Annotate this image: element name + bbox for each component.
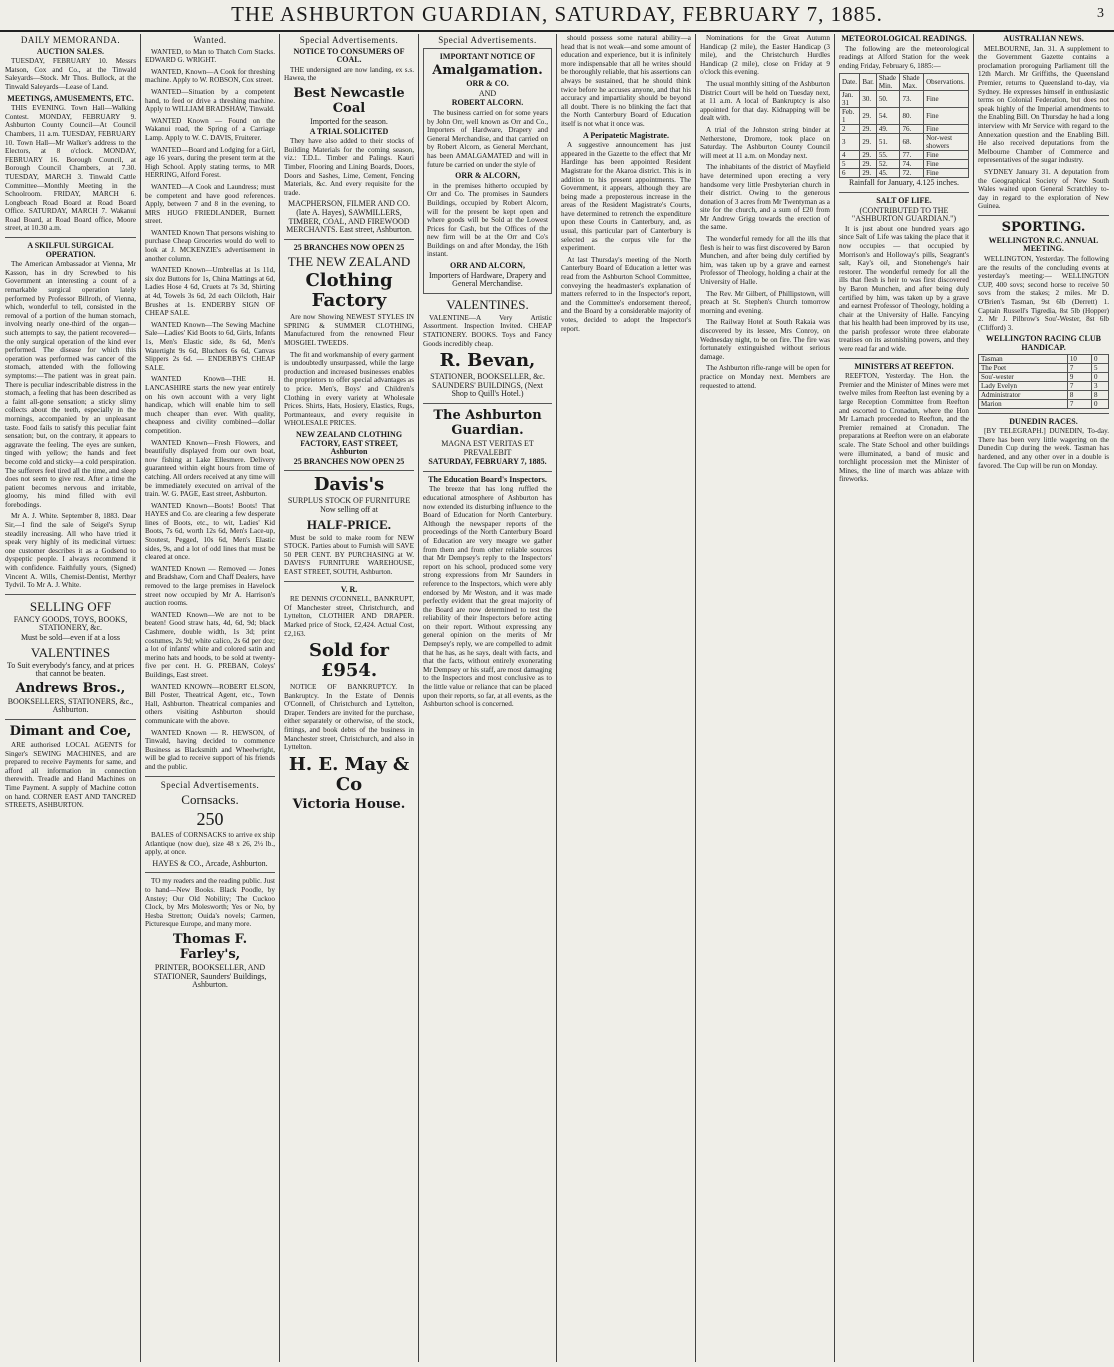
table-cell: Nor-west showers xyxy=(924,134,969,151)
paragraph: RE DENNIS O'CONNELL, BANKRUPT, Of Manchester street, Christchurch, and Lyttelton, CLOTHIER AND DRAPER. Marked price of Stock, £2,424. Actual Cost, £2,163. xyxy=(284,595,414,638)
paragraph: The following are the meteorological readings at Alford Station for the week ending Friday, February 6, 1885:— xyxy=(839,44,969,70)
table-cell: 5 xyxy=(840,160,860,169)
table-cell: 54. xyxy=(876,108,900,125)
table-cell: 45. xyxy=(876,169,900,178)
table-cell: Fine xyxy=(924,169,969,178)
table-cell: 68. xyxy=(900,134,924,151)
paragraph: The Railway Hotel at South Rakaia was discovered by its lessee, Mrs Conroy, on Wednesday night, to be on fire. The fire was fortunately extinguished without serious damage. xyxy=(700,318,830,361)
divider xyxy=(5,594,136,595)
wanted-ad: WANTED Known—Boots! Boots! That HAYES and Co. are clearing a few desperate lines of Boots, etc., to wit, Ladies' Kid Boots, 7s 6d, worth 12s 6d, Men's Lace-up, Stoutest, Pegged, 10s 6d, Men's Elastic sides, 9s, and a lot of odd lines that must be cleared at once. xyxy=(145,501,275,562)
divider xyxy=(5,719,136,720)
article-title: DUNEDIN RACES. xyxy=(1009,416,1078,426)
table-cell: 3 xyxy=(840,134,860,151)
wanted-ad: WANTED Known That persons wishing to purchase Cheap Groceries would do well to look at J. MCKENZIE's advertisement in another column. xyxy=(145,228,275,263)
section-heading: Special Advertisements. xyxy=(160,779,260,790)
section-heading: Special Advertisements. xyxy=(299,35,399,45)
divider xyxy=(145,872,275,873)
paragraph: should possess some natural ability—a head that is not weak—and some amount of education and experience, but it is infinitely more indispensable that all he writes should be thoroughly reliable, that his assertions can always be sustained, that he should think twice before he accuses anyone, and that his accuracy and impartiality should be beyond all doubt. There is no blinking the fact that the North Canterbury Board of Education itself is not what it once was. xyxy=(561,34,691,128)
ad-headline: H. E. May & Co xyxy=(288,753,410,795)
table-row xyxy=(840,108,969,125)
ad-headline: HALF-PRICE. xyxy=(306,516,392,532)
masthead xyxy=(0,0,1114,32)
table-header-cell: Observations. xyxy=(924,74,969,91)
ad-subline: Imported for the season. xyxy=(310,116,388,126)
ad-headline: IMPORTANT NOTICE OF xyxy=(439,51,536,61)
ad-subline: BOOKSELLERS, STATIONERS, &c., Ashburton. xyxy=(7,696,134,715)
paragraph: NOTICE OF BANKRUPTCY. In Bankruptcy. In the Estate of Dennis O'Connell, of Christchurch and Lyttelton, Draper. Tenders are invited for the purchase, either separately or otherwise, of the stock, fittings, and book debts of the business in Manchester street, Christchurch, and also in Lyttelton. xyxy=(284,683,414,752)
divider xyxy=(145,776,275,777)
ad-headline: Dimant and Coe, xyxy=(9,723,132,739)
paragraph: The Ashburton rifle-range will be open for practice on Monday next. Members are requested to attend. xyxy=(700,364,830,390)
paragraph: They have also added to their stocks of Building Materials for the coming season, viz.: T.D.L. Timber and Palings. Kauri Timber, Flooring and Lining Boards, Doors, Doors and Sashes, Lime, Cement, Fencing Materials, &c. And every requisite for the trade. xyxy=(284,137,414,197)
table-cell: 50. xyxy=(876,91,900,108)
paragraph: The breeze that has long ruffled the educational atmosphere of Ashburton has now extended its disturbing influence to the Board of Education for North Canterbury. Although the newspaper reports of the proceedings of the North Canterbury Board of Education are very meagre we gather from them and from other reliable sources that Mr Dempsey's reply to the Inspectors' report on his school, produced some very strong expressions from Mr Saunders in reference to the Inspectors, which were ably endorsed by Mr Weston, and it was made perfectly evident that the great majority of the Board are now determined to test the reliability of their Inspectors before acting on their report. Without expressing any general opinion on the merits of Mr Dempsey's reply, we are compelled to admit that he has, as he says, dealt with facts, and that the facts, without entirely exonerating Mr Dempsey or his staff, are most damaging to the Inspectors and most conclusive as to the little value or reliance that can be placed upon their reports, so far, at all events, as the Ashburton school is concerned. xyxy=(423,485,552,709)
divider xyxy=(423,403,552,404)
column-5 xyxy=(561,34,691,1364)
ad-subline: HAYES & CO., Arcade, Ashburton. xyxy=(152,858,268,868)
wanted-ad: WANTED Known — Found on the Wakanui road, the Spring of a Carriage Lamp. Apply to W. C. DAVIS, Fruiterer. xyxy=(145,116,275,142)
column-rule xyxy=(695,34,696,1362)
table-cell: Fine xyxy=(924,151,969,160)
table-header-cell: Bar. xyxy=(860,74,876,91)
table-cell: Tasman xyxy=(979,354,1068,363)
table-row xyxy=(979,354,1109,363)
paragraph: The inhabitants of the district of Mayfield have determined upon erecting a very handsome very little Presbyterian church in their district. Owing to the generous donation of 3 acres from Mr Twentyman as a site for the church, and a sum of £20 from Mr Andrew Grigg towards the erection of the same. xyxy=(700,163,830,232)
table-cell: 29. xyxy=(860,108,876,125)
subheading: MEETINGS, AMUSEMENTS, ETC. xyxy=(7,93,134,103)
ad-subline: FANCY GOODS, TOYS, BOOKS, STATIONERY, &c. xyxy=(13,614,128,633)
wanted-ad: WANTED KNOWN—ROBERT ELSON, Bill Poster, Theatrical Agent, etc., Town Hall, Ashburton. Theatrical companies and others visiting Ashburton should communicate with the above. xyxy=(145,682,275,725)
table-cell: 5 xyxy=(1091,363,1108,372)
article-title: WELLINGTON RACING CLUB HANDICAP. xyxy=(986,334,1101,352)
section-heading: Wanted. xyxy=(193,35,227,45)
table-cell: 76. xyxy=(900,125,924,134)
ad-headline: Victoria House. xyxy=(292,796,406,812)
table-cell: 7 xyxy=(1067,363,1091,372)
paragraph: The business carried on for some years by John Orr, well known as Orr and Co., Importers of Hardware, Drapery and General Merchandise, and that carried on by Robert Alcorn, as General Merchant, has been AMALGAMATED and will in future be carried on under the style of xyxy=(427,108,548,169)
ad-headline: Best Newcastle Coal xyxy=(293,85,405,116)
table-cell: 55. xyxy=(876,151,900,160)
wanted-ad: WANTED Known—Umbrellas at 1s 11d, six doz Buttons for 1s, China Mattings at 6d, Ladies Hose 4 6d, Cruets at 7s 3d, Shirting at 4d, Towels 3s 6d, 2d each Oilcloth, Hair Brushes at 1s. ENDERBY SIGN OF CHEAP SALE. xyxy=(145,266,275,318)
paragraph: It is just about one hundred years ago since Salt of Life was taking the place that it now occupies — that occupied by Morrison's and Holloway's pills, Seagrant's salt, Kay's oil, and Stonehenge's hair restorer. The wonderful remedy for all the ills that flesh is heir to was first discovered by Baron Munchen, and after being duly certified by him, was taken up by a grave and earnest Professor of Theology, holding a chair at the University of Halle. Fancying that his health had been improved by its use, the parish professor wrote three elaborate treatises on its astonishing powers, and they were read far and wide. xyxy=(839,224,969,354)
table-row xyxy=(979,399,1109,408)
paragraph: The fit and workmanship of every garment is undoubtedly unsurpassed, while the large production and increased businesses enables the proprietors to offer special advantages as to price. Men's, Boys' and Children's Clothing in every variety at Wholesale Prices. Shirts, Hats, Hosiery, Elastics, Rugs, Portmanteaux, and every requisite in WHOLESALE PRICES. xyxy=(284,350,414,428)
paragraph: A suggestive announcement has just appeared in the Gazette to the effect that Mr Hardinge has been appointed Resident Magistrate for the Akaroa district. This is in addition to his present appointments. The Government, it appears, although they are being made a preposterous increase in the areas of the Resident Magistrate's Courts, have determined to retrench the expenditure upon these Courts in Canterbury, and, as usual, this particular part of Canterbury is selected as the corpus vile for the experiment. xyxy=(561,141,691,253)
divider xyxy=(423,471,552,472)
table-cell: 7 xyxy=(1067,381,1091,390)
subheading: AUCTION SALES. xyxy=(36,46,105,56)
column-2 xyxy=(145,34,275,1364)
table-cell: 77. xyxy=(900,151,924,160)
wanted-ad: WANTED, to Man to Thatch Corn Stacks. EDWARD G. WRIGHT. xyxy=(145,47,275,65)
divider xyxy=(839,358,969,359)
ad-subline: Importers of Hardware, Drapery and General Merchandise. xyxy=(428,270,547,289)
ad-subline: SURPLUS STOCK OF FURNITURE Now selling off at xyxy=(287,496,411,514)
ad-headline: Cornsacks. xyxy=(181,792,239,808)
table-header-cell: Date. xyxy=(840,74,860,91)
ad-headline: Sold for £954. xyxy=(309,640,389,682)
table-cell: 51. xyxy=(876,134,900,151)
table-cell: 3 xyxy=(1091,381,1108,390)
table-cell: 7 xyxy=(1067,399,1091,408)
table-row xyxy=(979,381,1109,390)
wanted-ad: WANTED Known — Removed — Jones and Bradshaw, Corn and Chaff Dealers, have removed to the large premises in Havelock street now occupied by Mr A. Harrison's auction rooms. xyxy=(145,564,275,608)
table-cell: Sou'-wester xyxy=(979,372,1068,381)
table-cell: 29. xyxy=(860,134,876,151)
table-row xyxy=(840,134,969,151)
paragraph: Are now Showing NEWEST STYLES IN SPRING & SUMMER CLOTHING, Manufactured from the renowned Fleur MOSGIEL TWEEDS. xyxy=(284,313,414,348)
paragraph: VALENTINE—A Very Artistic Assortment. Inspection Invited. CHEAP STATIONERY. BOOKS. Toys and Fancy Goods incredibly cheap. xyxy=(423,313,552,348)
wanted-ad: WANTED—Situation by a competent hand, to feed or drive a threshing machine. Apply to WILLIAM BRADSHAW, Tinwald. xyxy=(145,87,275,114)
masthead-title: THE ASHBURTON GUARDIAN, SATURDAY, FEBRUARY 7, 1885. xyxy=(231,2,883,26)
page-number: 3 xyxy=(1097,6,1104,21)
ad-subline: AND xyxy=(478,88,497,98)
divider xyxy=(978,215,1109,216)
paragraph: MELBOURNE, Jan. 31. A supplement to the Government Gazette contains a proclamation proroguing Parliament till the 12th March. Mr Griffiths, the Queensland Premier, returns to Queensland to-day, via Sydney. He expresses himself in enthusiastic terms on Colonial Federation, but does not speak highly of the Imperial amendments to the Enabling Bill. On Thursday he had a long interview with Mr Service with regard to the Annexation question and the Enabling Bill. He also received deputations from the Melbourne Chamber of Commerce and representatives of the sugar industry. xyxy=(978,44,1109,165)
column-rule xyxy=(834,34,835,1362)
ad-subline: NEW ZEALAND CLOTHING FACTORY, EAST STREET, Ashburton xyxy=(295,430,403,457)
divider xyxy=(284,470,414,471)
paragraph: The wonderful remedy for all the ills that flesh is heir to was first discovered by Baron Munchen, and after being duly certified by him, was taken up by a grave and earnest Professor of Theology, holding a chair at the University of Halle. xyxy=(700,235,830,287)
table-row xyxy=(840,125,969,134)
column-8 xyxy=(978,34,1109,1364)
table-cell: Fine xyxy=(924,91,969,108)
ad-note: Must be sold—even if at a loss xyxy=(20,633,121,642)
wanted-ad: WANTED—Board and Lodging for a Girl, age 16 years, during the present term at the High School. Apply stating terms, to MR HERRING, Alford Forest. xyxy=(145,145,275,180)
handicap-table xyxy=(978,354,1109,409)
paragraph: Mr A. J. White. September 8, 1883. Dear Sir,—I find the sale of Seigel's Syrup steadily increasing. All who have tried it speak very highly of its medicinal virtues: one customer describes it as a Godsend to dyspeptic people. I always recommend it with confidence. Faithfully yours, (Signed) Vincent A. Wills, Chemist-Dentist, Merthyr Tydvil. To Mr A. J. White. xyxy=(5,512,136,590)
wanted-ad: WANTED—A Cook and Laundress; must be competent and have good references. Apply, between 7 and 8 in the evening, to MRS HUGO FRIEDLANDER, Burnett street. xyxy=(145,182,275,226)
table-cell: 4 xyxy=(840,151,860,160)
paragraph: SYDNEY January 31. A deputation from the Geographical Society of New South Wales waited upon General Scratchley to-day in regard to the exploration of New Guinea. xyxy=(978,167,1109,211)
divider xyxy=(284,239,414,240)
paragraph: At last Thursday's meeting of the North Canterbury Board of Education a letter was read from the Ashburton School Committee, conveying the headmaster's explanation of matters referred to in the Inspector's report, and the Committee's endorsement thereof, and the Board by a considerable majority of votes, decided to adopt the Inspector's report. xyxy=(561,255,691,333)
table-cell: Fine xyxy=(924,160,969,169)
article-subtitle: (CONTRIBUTED TO THE "ASHBURTON GUARDIAN.") xyxy=(851,205,957,224)
wanted-ad: WANTED Known — R. HEWSON, of Tinwald, having decided to commence Business as Blacksmith and Wheelwright, will be glad to receive support of his friends and the public. xyxy=(145,728,275,771)
table-cell: 29. xyxy=(860,169,876,178)
table-row xyxy=(840,91,969,108)
paragraph: THIS EVENING. Town Hall—Walking Contest. MONDAY, FEBRUARY 9. Ashburton County Council—At Council Chambers, 11 a.m. TUESDAY, FEBRUARY 10. Town Hall—Mr Walker's address to the Electors, at 8 o'clock. MONDAY, FEBRUARY 16. Borough Council, at Borough Council Chambers, at 7.30. TUESDAY, MARCH 3. Tinwald Cattle Committee—Monthly Meeting in the Schoolroom. FRIDAY, MARCH 6. Longbeach Road Board at Road Board Office. SATURDAY, MARCH 7. Wakanui Road Board, at Road Board office, Moore street, at 10.30 a.m. xyxy=(5,104,136,233)
paragraph: Must be sold to make room for NEW STOCK. Parties about to Furnish will SAVE 50 PER CENT. BY PURCHASING at W. DAVIS'S FURNITURE WAREHOUSE, EAST STREET, SOUTH, Ashburton. xyxy=(284,533,414,576)
ad-subline: MACPHERSON, FILMER AND CO. (late A. Hayes), SAWMILLERS, TIMBER, COAL, AND FIREWOOD MERCHANTS. East street, Ashburton. xyxy=(286,199,412,235)
table-cell: 72. xyxy=(900,169,924,178)
ad-subline: ORR & ALCORN, xyxy=(455,171,520,181)
paragraph: TUESDAY, FEBRUARY 10. Messrs Matson, Cox and Co., at the Tinwald Saleyards—Stock. Mr Thos. Bullock, at the Tinwald Saleyards—Lease of Land. xyxy=(5,57,136,91)
table-cell: 29. xyxy=(860,151,876,160)
table-cell: 6 xyxy=(840,169,860,178)
table-cell: Marion xyxy=(979,399,1068,408)
table-cell: Feb. 1 xyxy=(840,108,860,125)
paragraph: [BY TELEGRAPH.] DUNEDIN, To-day. There has been very little wagering on the Dunedin Cup during the week. Tasman has hardened, and any other over in a double is favored. The Cup will be run on Monday. xyxy=(978,427,1109,470)
divider xyxy=(284,581,414,582)
ad-headline: Amalgamation. xyxy=(432,63,543,79)
table-cell: 29. xyxy=(860,160,876,169)
table-header-cell: Shade Max. xyxy=(900,74,924,91)
ad-headline: THE NEW ZEALAND xyxy=(287,254,411,270)
divider xyxy=(5,237,136,238)
ad-banner: 25 BRANCHES NOW OPEN 25 xyxy=(293,242,405,252)
table-header-row xyxy=(840,74,969,91)
table-cell: Fine xyxy=(924,125,969,134)
paragraph: WELLINGTON, Yesterday. The following are the results of the concluding events at yesterday's meeting:— WELLINGTON CUP, 400 sovs; second horse to receive 50 sovs from the stakes; 2 miles. Mr D. O'Brien's Tasman, 9st 6lb (Derrett) 1. Captain Russell's Tigredia, 8st 5lb (Hopper) 2. Mr J. Pilbrow's Sou'-Wester, 8st 6lb (Clifford) 3. xyxy=(978,255,1109,332)
article-title: MINISTERS AT REEFTON. xyxy=(854,361,954,371)
table-cell: 8 xyxy=(1067,390,1091,399)
column-rule xyxy=(556,34,557,1362)
paragraph: in the premises hitherto occupied by Orr and Co. The promises in Saunders Buildings, occupied by Robert Alcorn, will for the present be kept open and where goods will be Sold at the Lowest Prices for Cash, but the Offices of the new firm will be at the Orr and Co's Buildings on and after Monday, the 16th instant. xyxy=(427,181,548,259)
table-cell: Administrator xyxy=(979,390,1068,399)
ad-subline: ORR AND ALCORN, xyxy=(450,261,525,271)
wanted-ad: WANTED Known—The Sewing Machine Sale—Ladies' Kid Boots to 6d, Girls, Infants 1s, Men's Elastic side, 8s 6d, Men's Watertight 9s 6d, Bluchers 6s 6d, Canvas Slippers 2s 6d. — ENDERBY'S CHEAP SALE. xyxy=(145,320,275,372)
paragraph: The Rev. Mr Gilbert, of Phillipstown, will preach at St. Stephen's Church tomorrow morning and evening. xyxy=(700,289,830,315)
table-cell: 10 xyxy=(1067,354,1091,363)
issue-date: SATURDAY, FEBRUARY 7, 1885. xyxy=(428,457,547,467)
paragraph: The usual monthly sitting of the Ashburton District Court will be held on Tuesday next, at 11 a.m. A local of Bankruptcy is also appointed for that day. Kidnapping will be dealt with. xyxy=(700,79,830,123)
ad-subline: A TRIAL SOLICITED xyxy=(309,126,389,136)
ad-headline: Thomas F. Farley's, xyxy=(172,932,248,963)
table-row xyxy=(979,372,1109,381)
section-heading: SPORTING. xyxy=(1001,219,1086,235)
paragraph: A trial of the Johnston string binder at Netherstone, Dromore, took place on Saturday. The Ashburton County Council will meet at 11 a.m. on Monday next. xyxy=(700,125,830,160)
paragraph: The American Ambassador at Vienna, Mr Kasson, has in dry Screwbed to his Government an interesting a count of a remarkable surgical operation lately performed by Professor Billroth, of Vienna, which, wonderful to tell, consisted in the removal of a portion of the human stomach, involving nearly one-third of the organ—such attempts to say, the patient recovered—the only surgical operation of the kind ever performed. The disease for which this operation was performed was cancer of the stomach, attended with the following symptoms:—The patient was in great pain. There is peculiar indescribable distress in the stomach, a feeling that has been described as a faint all-gone sensation; a sticky slimy collects about the teeth, especially in the mornings, accompanied by an unpleasant taste. Food fails to satisfy this peculiar faint sensation; but, on the contrary, it appears to aggravate the feeling. The eyes are sunken, tinged with yellow; the hands and feet become cold and sticky—a cold perspiration. The sufferers feel tired all the time, and sleep does not seem to give rest. After a time the patient becomes nervous and irritable, gloomy, his mind filled with evil forebodings. xyxy=(5,260,136,509)
section-heading: AUSTRALIAN NEWS. xyxy=(1003,34,1084,43)
ad-subline: STATIONER, BOOKSELLER, &c. SAUNDERS' BUILDINGS, (Next Shop to Quill's Hotel.) xyxy=(430,372,545,399)
ad-subline: PRINTER, BOOKSELLER, AND STATIONER, Saunders' Buildings, Ashburton. xyxy=(153,963,267,990)
table-cell: 74. xyxy=(900,160,924,169)
paragraph: BALES of CORNSACKS to arrive ex ship Atlantique (now due), size 48 x 26, 2½ lb., apply, at once. xyxy=(145,831,275,857)
table-cell: 49. xyxy=(876,125,900,134)
table-cell: 73. xyxy=(900,91,924,108)
ad-banner: 25 BRANCHES NOW OPEN 25 xyxy=(293,456,405,466)
column-rule xyxy=(418,34,419,1362)
column-1 xyxy=(5,34,136,1364)
wanted-ad: WANTED, Known—A Cook for threshing machine. Apply to W. ROBSON, Cox street. xyxy=(145,67,275,85)
ad-headline: Andrews Bros., xyxy=(15,680,126,696)
weather-table xyxy=(839,73,969,178)
motto: MAGNA EST VERITAS ET PREVALEBIT xyxy=(441,439,534,457)
ad-headline: Clothing Factory xyxy=(305,270,393,312)
section-heading: DAILY MEMORANDA. xyxy=(20,35,121,45)
section-heading: Special Advertisements. xyxy=(438,35,537,45)
table-cell: Lady Evelyn xyxy=(979,381,1068,390)
column-3 xyxy=(284,34,414,1364)
paragraph: TO my readers and the reading public. Just to hand—New Books. Black Poodle, by Anstey; Our Old Nobility; The Cuckoo Clock, by Mrs Molesworth; Yes or No, by Hesba Stretton; Ouida's novels; Carmen, Picturesque Europe, and many more. xyxy=(145,877,275,929)
column-rule xyxy=(973,34,974,1362)
table-row xyxy=(840,169,969,178)
table-row xyxy=(979,390,1109,399)
column-4 xyxy=(423,34,552,1364)
wanted-ad: WANTED Known—THE H. LANCASHIRE starts the new year entirely on his own account with a very light handicap, which will enable him to sell much cheaper than ever. With quality, cheapness and civility combined—dollar competition. xyxy=(145,375,275,435)
column-6 xyxy=(700,34,830,1364)
ad-headline: R. Bevan, xyxy=(439,350,536,372)
table-cell: 2 xyxy=(840,125,860,134)
table-cell: 8 xyxy=(1091,390,1108,399)
table-row xyxy=(979,363,1109,372)
article-title: WELLINGTON R.C. ANNUAL MEETING. xyxy=(988,235,1099,254)
rainfall-note: Rainfall for January, 4.125 inches. xyxy=(849,178,959,188)
table-row xyxy=(840,151,969,160)
article-title: A SKILFUL SURGICAL OPERATION. xyxy=(27,241,114,259)
table-cell: Jan. 31 xyxy=(840,91,860,108)
table-cell: Fine xyxy=(924,108,969,125)
table-cell: 0 xyxy=(1091,399,1108,408)
table-row xyxy=(840,160,969,169)
wanted-ad: WANTED Known—We are not to be beaten! Good straw hats, 4d, 6d, 9d; black Cashmere, double width, 1s 3d; print costumes, 2s 9d; white calico, 2s 6d per doz; a lot of infants' white and colored satin and merino hats and hoods, to be sold at twenty-five per cent. H. G. PREBAN, Coleys' Buildings, East street. xyxy=(145,610,275,679)
table-header-cell: Shade Min. xyxy=(876,74,900,91)
divider xyxy=(839,192,969,193)
ad-subline: ORR & CO. xyxy=(466,79,509,89)
paragraph: REEFTON, Yesterday. The Hon. the Premier and the Minister of Mines were met twelve miles from Reefton last evening by a large Reception Committee from Reefton and escorted to Cronadun, where the Hon Mr Larnach proceeded to Reefton, and the Premier remained at Cronadun. The preparations at Reefton were on an elaborate scale. The State School and other buildings were illuminated, a band of music and torchlight procession met the Minister of Mines, the line of march was ablaze with fireworks. xyxy=(839,372,969,484)
ad-subline: V. R. xyxy=(340,584,358,594)
newspaper-nameplate: The Ashburton Guardian. xyxy=(433,408,542,438)
ad-headline: VALENTINES. xyxy=(446,296,529,312)
table-cell: The Poet xyxy=(979,363,1068,372)
column-rule xyxy=(279,34,280,1362)
section-heading: METEOROLOGICAL READINGS. xyxy=(841,34,967,43)
ad-headline: VALENTINES xyxy=(30,644,111,660)
article-title: SALT OF LIFE. xyxy=(876,195,932,205)
table-cell: 29. xyxy=(860,125,876,134)
column-rule xyxy=(140,34,141,1362)
ad-headline: SELLING OFF xyxy=(29,598,112,614)
paragraph: THE undersigned are now landing, ex s.s. Hawea, the xyxy=(284,65,414,83)
paragraph: ARE authorised LOCAL AGENTS for Singer's SEWING MACHINES, and are prepared to receive Payments for same, and afford all information in connection therewith. Treadle and Hand Machines on Time Payment. A supply of Machine cotton on hand. CORNER EAST AND TANCRED STREETS, ASHBURTON. xyxy=(5,740,136,810)
paragraph: Nominations for the Great Autumn Handicap (2 mile), the Easter Handicap (3 mile), and the Christchurch Hurdles Handicap (2 mile), close on Friday at 9 o'clock this evening. xyxy=(700,34,830,77)
ad-subline: ROBERT ALCORN. xyxy=(451,98,524,108)
table-cell: 9 xyxy=(1067,372,1091,381)
ad-headline: Davis's xyxy=(313,474,385,496)
table-cell: 0 xyxy=(1091,372,1108,381)
ad-subline: To Suit everybody's fancy, and at prices that cannot be beaten. xyxy=(6,660,135,679)
divider xyxy=(978,413,1109,414)
column-7 xyxy=(839,34,969,1364)
table-cell: 80. xyxy=(900,108,924,125)
table-cell: 52. xyxy=(876,160,900,169)
table-cell: 30. xyxy=(860,91,876,108)
ad-box xyxy=(423,48,552,294)
article-title: A Peripatetic Magistrate. xyxy=(583,130,669,140)
table-cell: 0 xyxy=(1091,354,1108,363)
ad-headline: NOTICE TO CONSUMERS OF COAL. xyxy=(293,46,405,65)
ad-number: 250 xyxy=(196,809,224,830)
article-title: The Education Board's Inspectors. xyxy=(428,474,547,484)
wanted-ad: WANTED Known—Fresh Flowers, and beautifully displayed from our own boat, now fishing at Lake Ellesmere. Delivery guaranteed within eight hours from time of catching. All orders received at any time will be immediately executed on arrival of the train. W. G. PAGE, East street, Ashburton. xyxy=(145,438,275,499)
